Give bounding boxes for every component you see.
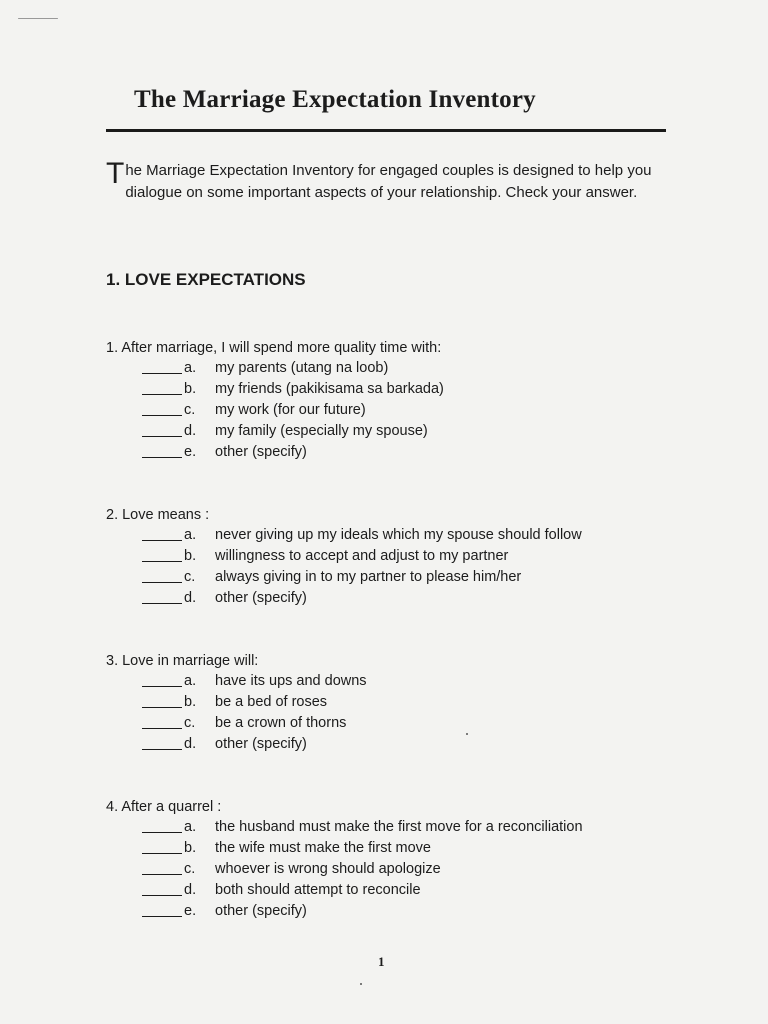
option-letter: b. [184,381,197,397]
option-list [106,358,666,463]
scan-speck [360,983,362,985]
option-text: never giving up my ideals which my spouse should follow [215,527,582,543]
option-letter: b. [184,548,197,564]
answer-option [106,525,666,546]
option-text: have its ups and downs [215,673,367,689]
question-text: 1. After marriage, I will spend more quality time with: [106,340,442,356]
question-3 [106,651,666,755]
question-text: 2. Love means : [106,507,210,523]
question-text: 4. After a quarrel : [106,799,222,815]
answer-option [106,880,666,901]
answer-blank[interactable] [142,895,182,896]
answer-blank[interactable] [142,707,182,708]
answer-option [106,713,666,734]
option-letter: d. [184,590,197,606]
option-letter: b. [184,694,197,710]
answer-option [106,859,666,880]
answer-blank[interactable] [142,561,182,562]
answer-blank[interactable] [142,916,182,917]
answer-option [106,567,666,588]
option-text: other (specify) [215,736,307,752]
intro-drop-cap: T [106,157,125,190]
answer-option [106,442,666,463]
answer-blank[interactable] [142,415,182,416]
answer-option [106,400,666,421]
option-text: other (specify) [215,590,307,606]
answer-option [106,692,666,713]
answer-option [106,734,666,755]
answer-blank[interactable] [142,749,182,750]
option-text: always giving in to my partner to please him/her [215,569,522,585]
question-4 [106,797,666,922]
page-number: 1 [378,954,385,969]
option-text: be a bed of roses [215,694,328,710]
option-list [106,817,666,922]
option-list [106,525,666,609]
option-letter: c. [184,861,196,877]
option-letter: d. [184,423,197,439]
answer-blank[interactable] [142,394,182,395]
answer-blank[interactable] [142,603,182,604]
option-letter: c. [184,715,196,731]
answer-blank[interactable] [142,728,182,729]
option-text: my parents (utang na loob) [215,360,389,376]
option-letter: d. [184,736,197,752]
option-text: my friends (pakikisama sa barkada) [215,381,444,397]
option-letter: e. [184,444,197,460]
document-title: The Marriage Expectation Inventory [134,86,536,113]
option-text: the wife must make the first move [215,840,431,856]
answer-option [106,817,666,838]
section-heading: 1. LOVE EXPECTATIONS [106,270,306,289]
answer-option [106,838,666,859]
answer-option [106,901,666,922]
option-text: both should attempt to reconcile [215,882,421,898]
answer-blank[interactable] [142,853,182,854]
option-letter: e. [184,903,197,919]
answer-option [106,671,666,692]
question-1 [106,338,666,463]
question-text: 3. Love in marriage will: [106,653,259,669]
answer-option [106,358,666,379]
scan-speck [466,733,468,735]
answer-blank[interactable] [142,457,182,458]
option-letter: a. [184,673,197,689]
answer-blank[interactable] [142,540,182,541]
option-list [106,671,666,755]
answer-option [106,546,666,567]
option-letter: a. [184,819,197,835]
answer-option [106,421,666,442]
title-rule [106,129,666,132]
answer-blank[interactable] [142,686,182,687]
option-letter: a. [184,360,197,376]
option-letter: d. [184,882,197,898]
answer-blank[interactable] [142,373,182,374]
answer-option [106,588,666,609]
option-letter: c. [184,402,196,418]
option-text: be a crown of thorns [215,715,347,731]
option-text: the husband must make the first move for a reconciliation [215,819,583,835]
option-text: other (specify) [215,444,307,460]
answer-blank[interactable] [142,832,182,833]
option-letter: c. [184,569,196,585]
answer-blank[interactable] [142,874,182,875]
option-letter: b. [184,840,197,856]
option-text: my work (for our future) [215,402,366,418]
answer-blank[interactable] [142,582,182,583]
option-text: other (specify) [215,903,307,919]
option-letter: a. [184,527,197,543]
intro-paragraph [106,157,686,204]
option-text: whoever is wrong should apologize [215,861,441,877]
scan-speck [18,18,58,19]
option-text: my family (especially my spouse) [215,423,428,439]
answer-option [106,379,666,400]
answer-blank[interactable] [142,436,182,437]
option-text: willingness to accept and adjust to my partner [215,548,509,564]
intro-text: he Marriage Expectation Inventory for engaged couples is designed to help you dialogue on some important aspects of your relationship. Check your answer. [125,162,652,201]
question-2 [106,505,666,609]
